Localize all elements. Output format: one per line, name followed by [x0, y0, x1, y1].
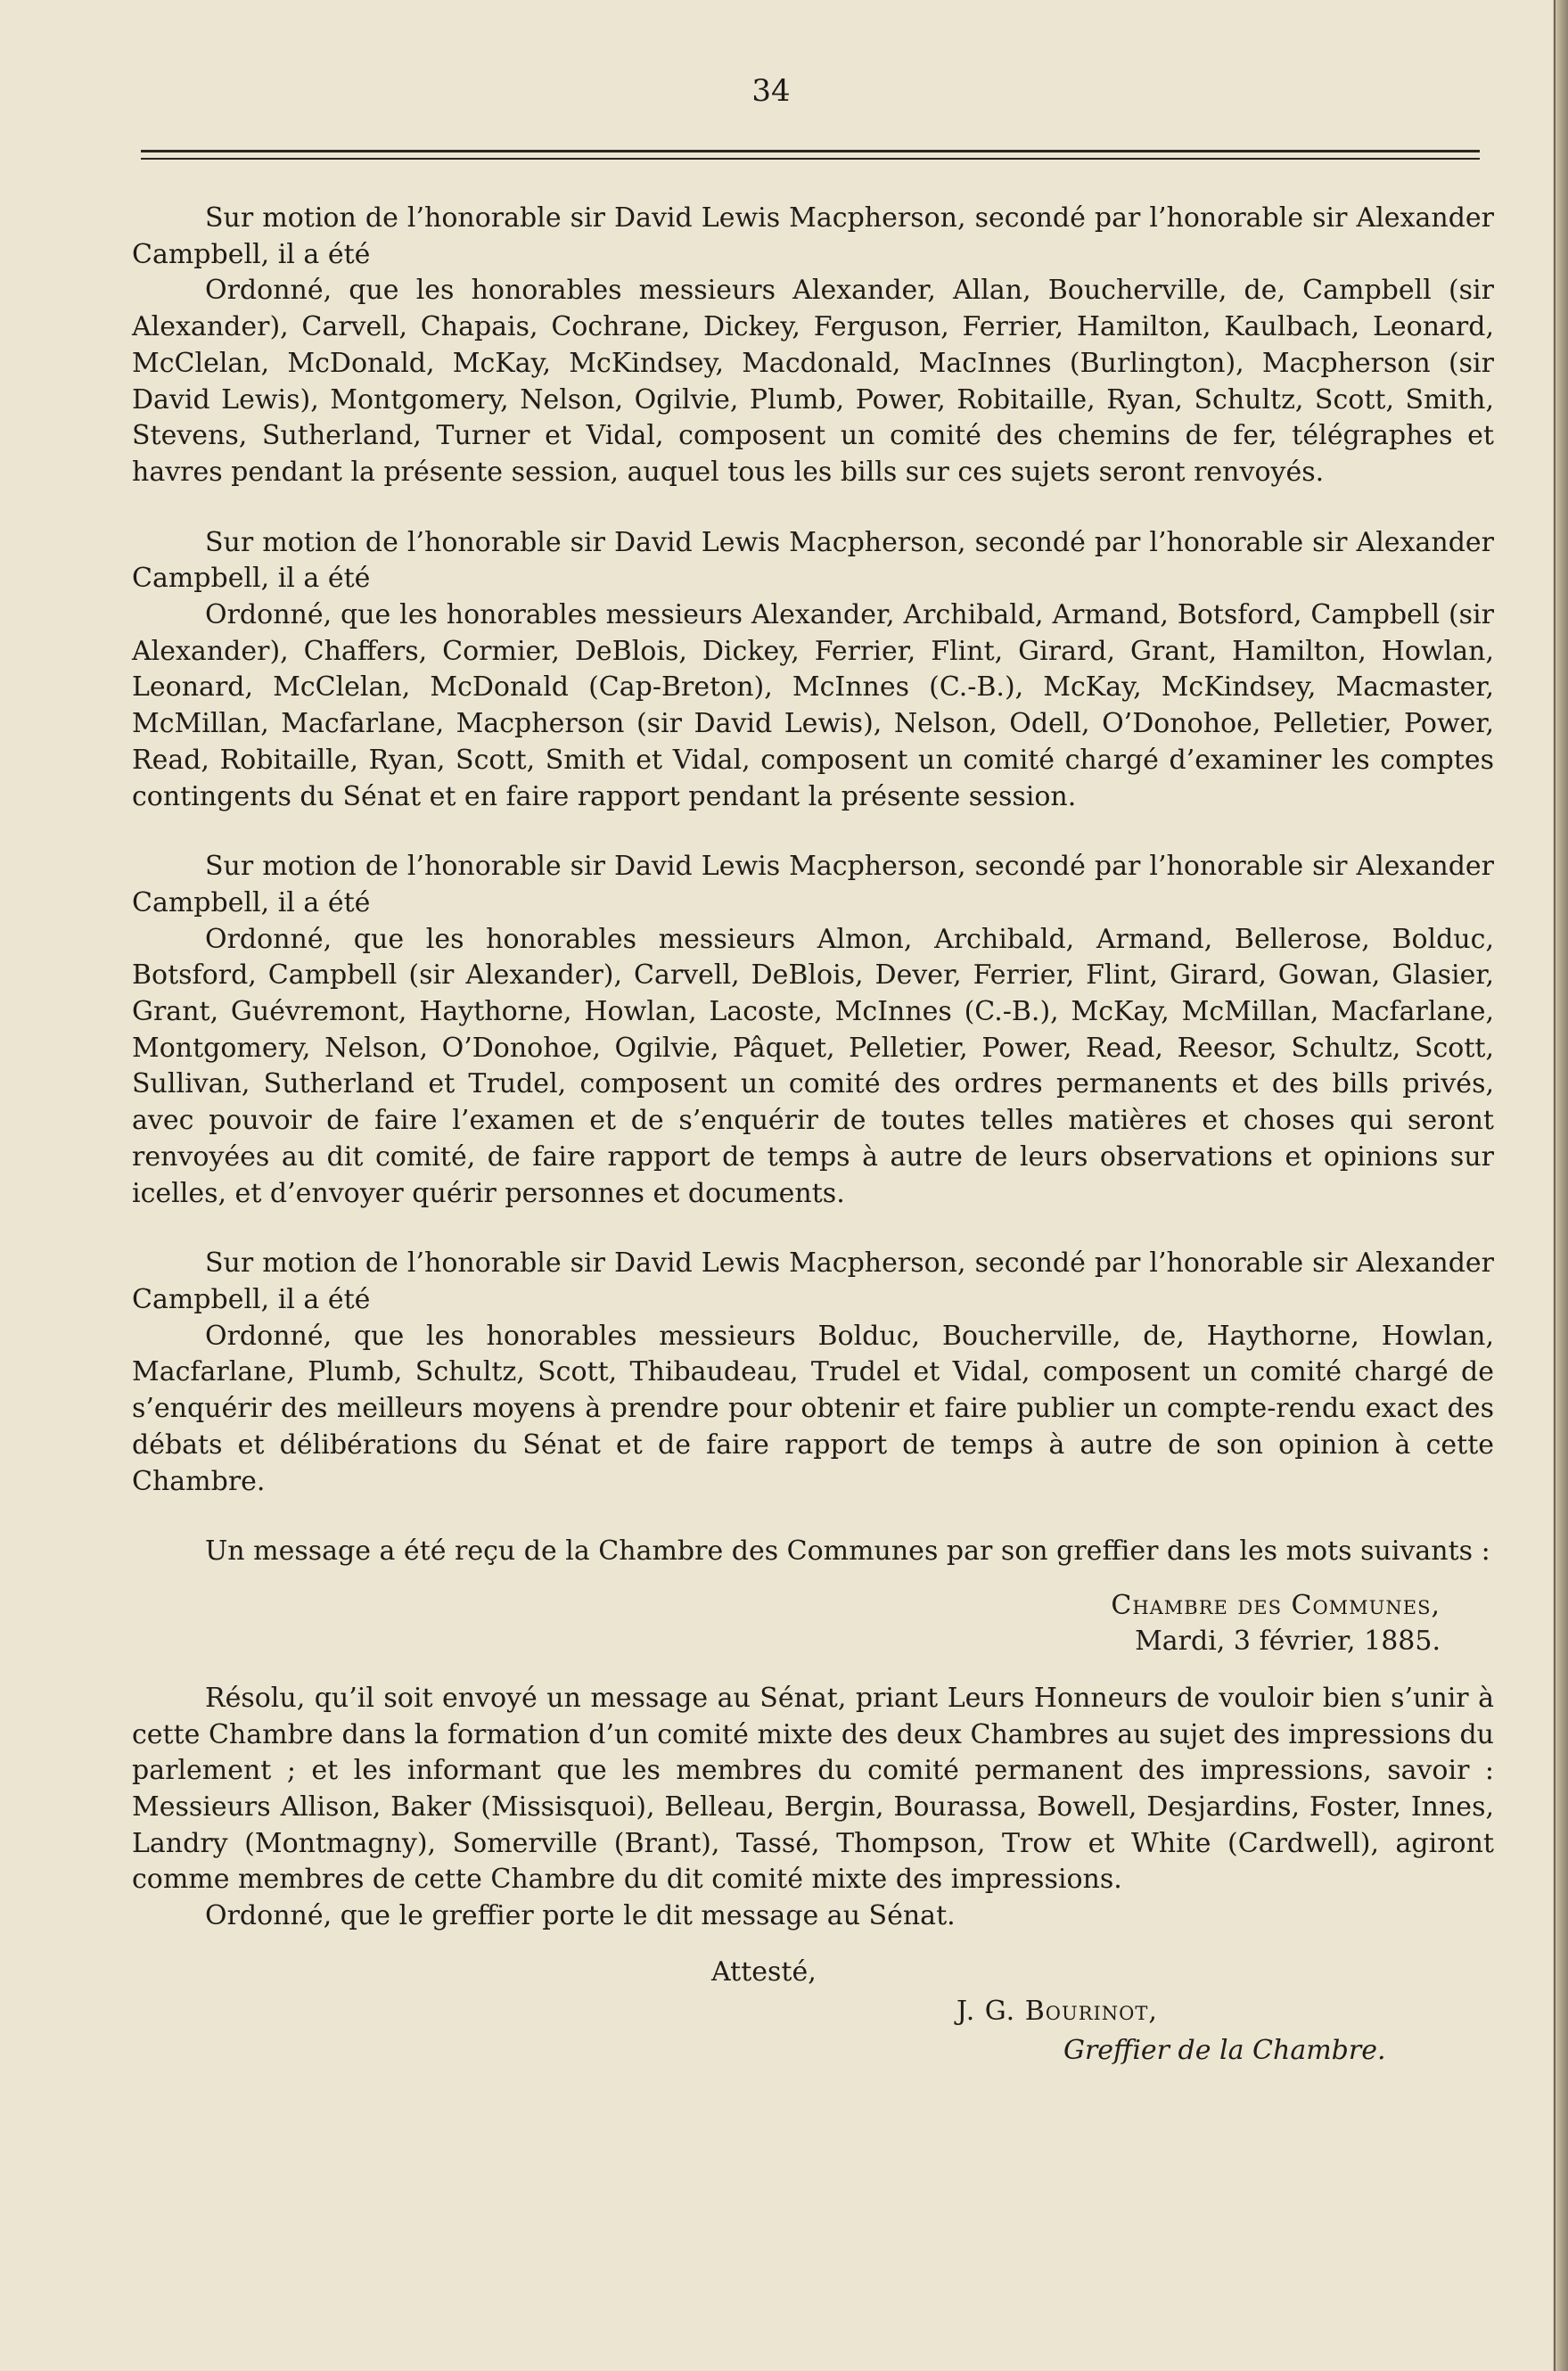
order-text: Ordonné, que les honorables messieurs Almon, Archibald, Armand, Bellerose, Bolduc, Botsford, Campbell (sir Alexander), Carvell, DeBlois, Dever, Ferrier, Flint, Girard, Gowan, Glasier, Grant, Guévremont, Haythorne, Howlan, Lacoste, McInnes (C.-B.), McKay, McMillan, Macfarlane, Montgomery, Nelson, O’Donohoe, Ogilvie, Pâquet, Pelletier, Power, Read, Reesor, Schultz, Scott, Sullivan, Sutherland et Trudel, composent un comité des ordres permanents et des bills privés, avec pouvoir de faire l’examen et de s’enquérir de toutes telles matières et choses qui seront renvoyées au dit comité, de faire rapport de temps à autre de leurs observations et opinions sur icelles, et d’envoyer quérir personnes et documents.: [132, 923, 1494, 1209]
order-text: Ordonné, que les honorables messieurs Alexander, Archibald, Armand, Botsford, Campbell (sir Alexander), Chaffers, Cormier, DeBlois, Dickey, Ferrier, Flint, Girard, Grant, Hamilton, Howlan, Leonard, McClelan, McDonald (Cap-Breton), McInnes (C.-B.), McKay, McKindsey, Macmaster, McMillan, Macfarlane, Macpherson (sir David Lewis), Nelson, Odell, O’Donohoe, Pelletier, Power, Read, Robitaille, Ryan, Scott, Smith et Vidal, composent un comité chargé d’examiner les comptes contingents du Sénat et en faire rapport pendant la présente session.: [132, 599, 1494, 812]
message-letterhead: [132, 1588, 1441, 1659]
motion-block-1: [132, 201, 1494, 491]
header-rule-bottom: [141, 158, 1480, 160]
resolution-text: Résolu, qu’il soit envoyé un message au Sénat, priant Leurs Honneurs de vouloir bien s’unir à cette Chambre dans la formation d’un comité mixte des deux Chambres au sujet des impressions du parlement ; et les informant que les membres du comité permanent des impressions, savoir : Messieurs Allison, Baker (Missisquoi), Belleau, Bergin, Bourassa, Bowell, Desjardins, Foster, Innes, Landry (Montmagny), Somerville (Brant), Tassé, Thompson, Trow et White (Cardwell), agiront comme membres de cette Chambre du dit comité mixte des impressions.: [132, 1682, 1494, 1896]
page-edge-line: [1554, 0, 1556, 2371]
message-intro: Un message a été reçu de la Chambre des Communes par son greffier dans les mots suivants :: [205, 1535, 1490, 1568]
motion-text: Sur motion de l’honorable sir David Lewis Macpherson, secondé par l’honorable sir Alexander Campbell, il a été: [132, 526, 1494, 595]
motion-text: Sur motion de l’honorable sir David Lewis Macpherson, secondé par l’honorable sir Alexander Campbell, il a été: [132, 202, 1494, 270]
motion-text: Sur motion de l’honorable sir David Lewis Macpherson, secondé par l’honorable sir Alexander Campbell, il a été: [132, 851, 1494, 918]
attestation: [132, 1953, 1494, 2071]
header-rule-top: [141, 150, 1480, 152]
motion-block-3: [132, 849, 1494, 1212]
letterhead-house: Chambre des Communes,: [1111, 1589, 1441, 1621]
motion-text: Sur motion de l’honorable sir David Lewis Macpherson, secondé par l’honorable sir Alexander Campbell, il a été: [132, 1247, 1494, 1315]
signatory-title: Greffier de la Chambre.: [1063, 2034, 1386, 2066]
order-text: Ordonné, que les honorables messieurs Alexander, Allan, Boucherville, de, Campbell (sir Alexander), Carvell, Chapais, Cochrane, Dickey, Ferguson, Ferrier, Hamilton, Kaulbach, Leonard, McClelan, McDonald, McKay, McKindsey, Macdonald, MacInnes (Burlington), Macpherson (sir David Lewis), Montgomery, Nelson, Ogilvie, Plumb, Power, Robitaille, Ryan, Schultz, Scott, Smith, Stevens, Sutherland, Turner et Vidal, composent un comité des chemins de fer, télégraphes et havres pendant la présente session, auquel tous les bills sur ces sujets seront renvoyés.: [132, 275, 1494, 488]
page-content: [132, 201, 1494, 2071]
letterhead-date: Mardi, 3 février, 1885.: [1135, 1625, 1441, 1657]
signatory-name: J. G. Bourinot,: [956, 1995, 1158, 2027]
motion-block-4: [132, 1246, 1494, 1500]
attest-label: Attesté,: [711, 1955, 817, 1988]
page-number: 34: [751, 73, 791, 109]
motion-block-2: [132, 525, 1494, 816]
order-text: Ordonné, que les honorables messieurs Bolduc, Boucherville, de, Haythorne, Howlan, Macfarlane, Plumb, Schultz, Scott, Thibaudeau, Trudel et Vidal, composent un comité chargé de s’enquérir des meilleurs moyens à prendre pour obtenir et faire publier un compte-rendu exact des débats et délibérations du Sénat et de faire rapport de temps à autre de son opinion à cette Chambre.: [132, 1320, 1494, 1497]
final-order-text: Ordonné, que le greffier porte le dit message au Sénat.: [205, 1900, 956, 1932]
